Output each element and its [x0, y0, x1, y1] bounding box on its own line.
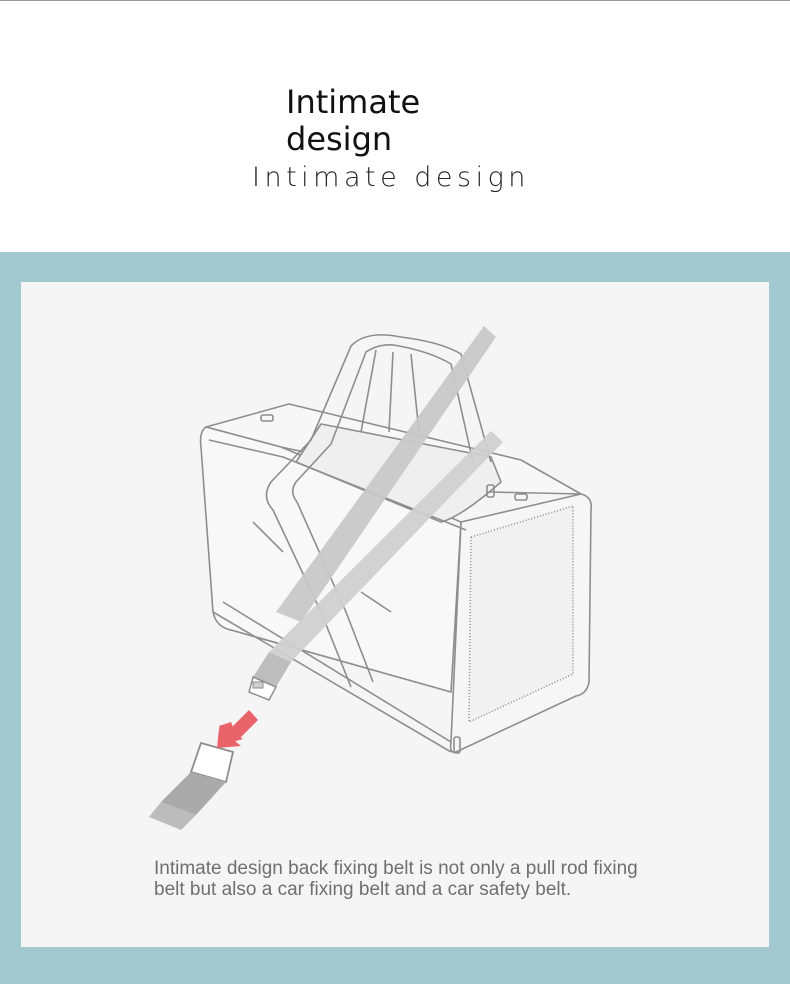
- pet-carrier-illustration: [21, 282, 769, 947]
- top-divider: [0, 0, 790, 1]
- page-title: Intimate design: [286, 83, 421, 158]
- page-subtitle: Intimate design: [252, 162, 530, 193]
- arrow-icon: [217, 710, 258, 748]
- feature-caption: Intimate design back fixing belt is not only a pull rod fixing belt but also a car fixing belt and a car safety belt.: [154, 858, 638, 900]
- buckle-receiver: [149, 743, 233, 830]
- illustration-panel: [21, 282, 769, 947]
